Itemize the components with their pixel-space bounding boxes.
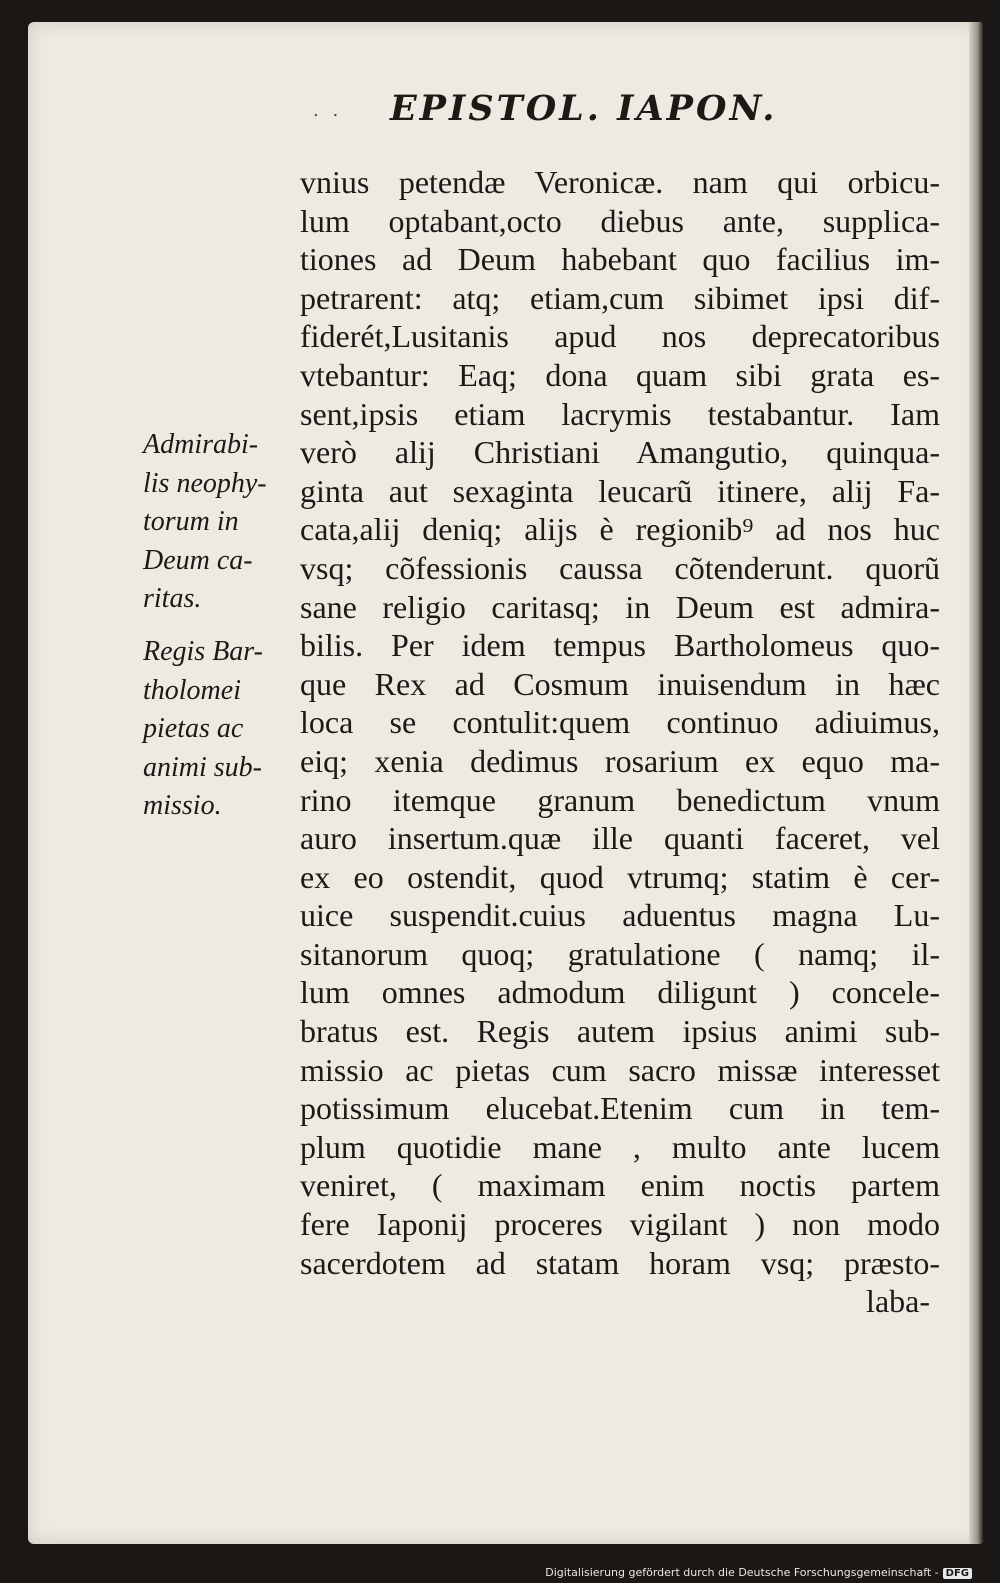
marginal-note-line: Regis Bar- — [143, 636, 263, 667]
marginal-note-line: Deum ca- — [143, 544, 253, 576]
text-line: sane religio caritasq; in Deum est admira- — [300, 588, 940, 625]
text-line: petrarent: atq; etiam,cum sibimet ipsi dif- — [300, 279, 940, 316]
credit-text: Digitalisierung gefördert durch die Deutsche Forschungsgemeinschaft - — [545, 1566, 939, 1579]
marginal-note-line: pietas ac — [143, 713, 244, 745]
marginal-note-1 — [143, 426, 293, 619]
text-line: lum omnes admodum diligunt ) concele- — [300, 974, 940, 1011]
text-line: uice suspendit.cuius aduentus magna Lu- — [300, 897, 940, 934]
text-line: plum quotidie mane , multo ante lucem — [300, 1128, 940, 1165]
text-line: sent,ipsis etiam lacrymis testabantur. Iam — [300, 395, 940, 432]
text-line: ex eo ostendit, quod vtrumq; statim è cer- — [300, 858, 940, 895]
body-text — [300, 163, 940, 1321]
text-line: rino itemque granum benedictum vnum — [300, 781, 940, 818]
text-line: fere Iaponij proceres vigilant ) non modo — [300, 1206, 940, 1243]
text-line: lum optabant,octo diebus ante, supplica- — [300, 202, 940, 239]
text-line: vsq; cõfessionis caussa cõtenderunt. quorũ — [300, 549, 940, 586]
text-line: que Rex ad Cosmum inuisendum in hæc — [300, 665, 940, 702]
text-line: tiones ad Deum habebant quo facilius im- — [300, 241, 940, 278]
text-line: auro insertum.quæ ille quanti faceret, vel — [300, 820, 940, 857]
page-edge — [969, 22, 983, 1544]
text-line: veniret, ( maximam enim noctis partem — [300, 1167, 940, 1204]
dfg-logo: DFG — [943, 1568, 972, 1579]
marginal-note-line: ritas. — [143, 583, 202, 615]
text-line: fiderét,Lusitanis apud nos deprecatoribus — [300, 318, 940, 355]
marginal-note-line: Admirabi- — [143, 429, 259, 460]
marginal-note-line: torum in — [143, 506, 239, 538]
marginal-note-line: missio. — [143, 790, 222, 822]
text-line: sacerdotem ad statam horam vsq; præsto- — [300, 1244, 940, 1281]
marginal-note-line: animi sub- — [143, 751, 262, 783]
text-line: missio ac pietas cum sacro missæ interesset — [300, 1051, 940, 1088]
text-line: cata,alij deniq; alijs è regionib⁹ ad nos huc — [300, 511, 940, 548]
catchword: laba- — [866, 1283, 930, 1320]
marginal-note-line: tholomei — [143, 674, 241, 706]
text-line: bratus est. Regis autem ipsius animi sub- — [300, 1013, 940, 1050]
text-line: potissimum elucebat.Etenim cum in tem- — [300, 1090, 940, 1127]
header-dots: . . — [313, 100, 343, 121]
running-head: EPISTOL. IAPON. — [390, 88, 778, 129]
text-line: vnius petendæ Veronicæ. nam qui orbicu- — [300, 164, 940, 200]
text-line: sitanorum quoq; gratulatione ( namq; il- — [300, 935, 940, 972]
text-line: eiq; xenia dedimus rosarium ex equo ma- — [300, 742, 940, 779]
digitization-credit — [545, 1566, 972, 1579]
marginal-note-line: lis neophy- — [143, 467, 267, 499]
text-line: vtebantur: Eaq; dona quam sibi grata es- — [300, 356, 940, 393]
text-line: ginta aut sexaginta leucarũ itinere, alij Fa- — [300, 472, 940, 509]
text-line: verò alij Christiani Amangutio, quinqua- — [300, 434, 940, 471]
text-line: loca se contulit:quem continuo adiuimus, — [300, 704, 940, 741]
text-line: bilis. Per idem tempus Bartholomeus quo- — [300, 627, 940, 664]
marginal-note-2 — [143, 633, 293, 826]
